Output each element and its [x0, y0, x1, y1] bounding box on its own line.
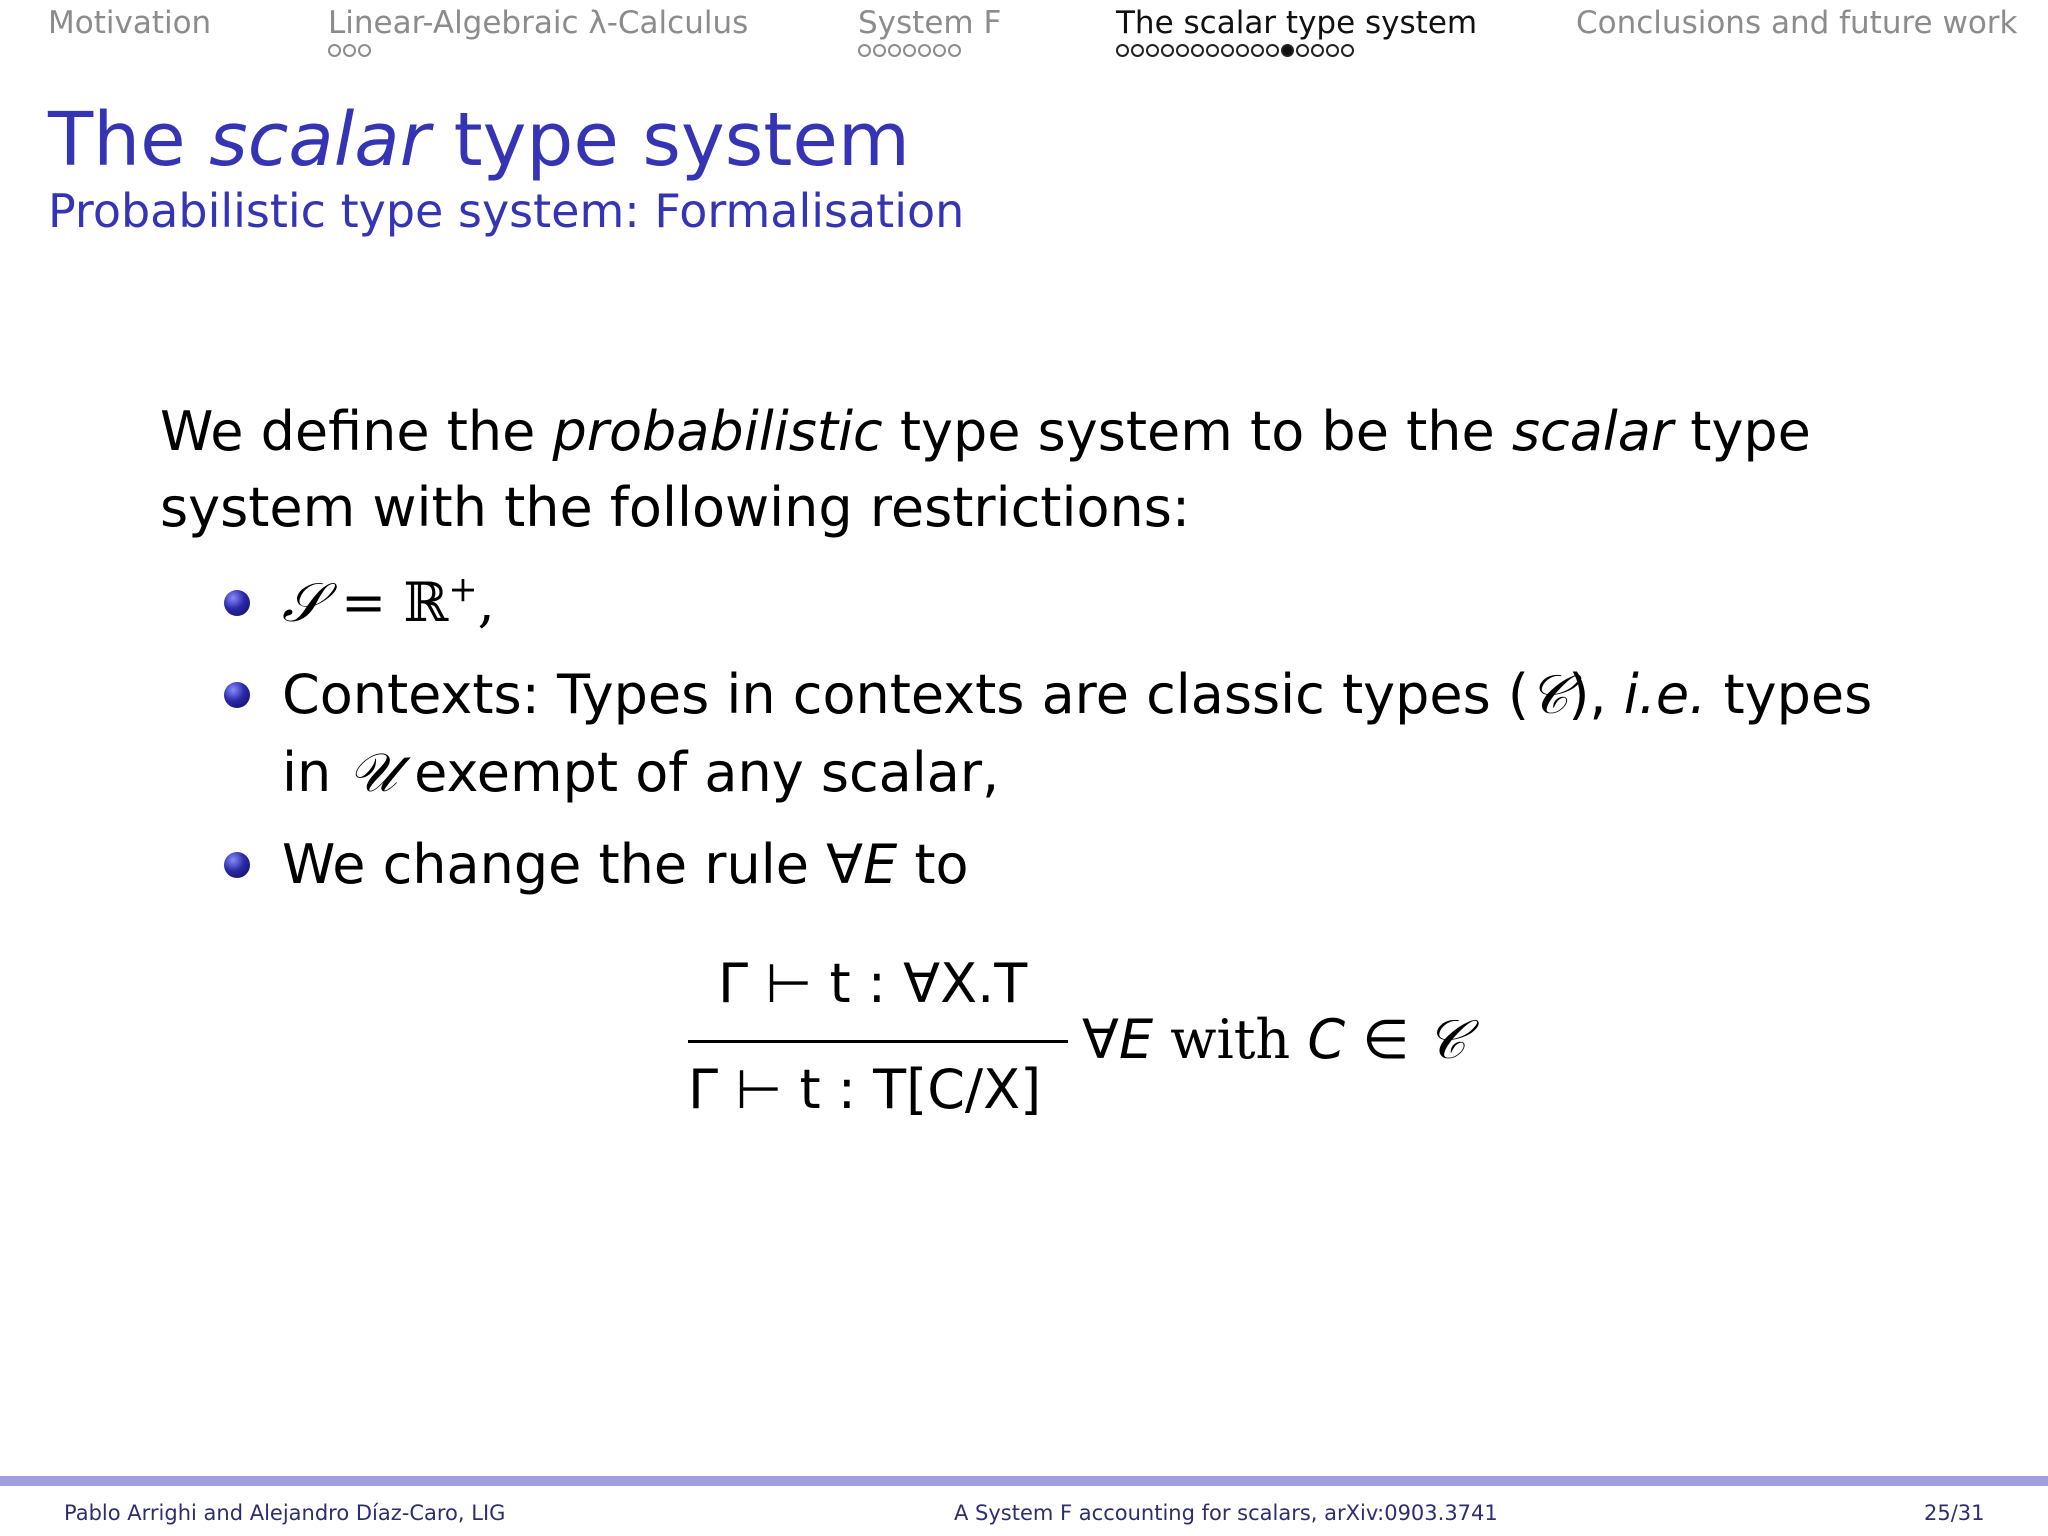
restrictions-list — [220, 564, 1900, 904]
intro-paragraph — [160, 394, 1880, 546]
slide-dots — [1116, 44, 1477, 57]
nav-label[interactable]: Motivation — [48, 5, 212, 41]
math-symbol: 𝒮 — [282, 571, 324, 634]
slide-dot[interactable] — [343, 44, 356, 57]
item-text: types in — [282, 663, 1873, 804]
intro-text: We define the — [160, 400, 553, 463]
slide-dot[interactable] — [1176, 44, 1189, 57]
rule-name: ∀E — [1082, 1008, 1154, 1071]
rule-condition: C ∈ 𝒞 — [1307, 1008, 1466, 1071]
item-text: exempt of any scalar, — [397, 741, 1000, 804]
slide-dot[interactable] — [1341, 44, 1354, 57]
list-item — [220, 564, 1900, 642]
math-text: , — [477, 571, 495, 634]
title-text: The — [48, 97, 210, 183]
list-item — [220, 826, 1900, 904]
bullet-icon — [224, 682, 250, 708]
nav-section-system-f[interactable] — [858, 4, 1001, 57]
slide-subtitle: Probabilistic type system: Formalisation — [48, 184, 965, 238]
item-text: to — [897, 833, 969, 896]
slide-dot[interactable] — [1161, 44, 1174, 57]
slide-dot[interactable] — [933, 44, 946, 57]
slide-dot[interactable] — [918, 44, 931, 57]
math-symbol: 𝒞 — [1528, 663, 1569, 726]
nav-section-scalar-type-system[interactable] — [1116, 4, 1477, 57]
rule-conclusion: Γ ⊢ t : T[C/X] — [688, 1058, 1042, 1121]
slide-dots — [328, 44, 748, 57]
nav-label[interactable]: Linear-Algebraic λ-Calculus — [328, 5, 749, 41]
item-text: ), — [1568, 663, 1624, 726]
slide-dot[interactable] — [1266, 44, 1279, 57]
nav-section-motivation[interactable] — [48, 4, 211, 42]
slide-dot[interactable] — [1116, 44, 1129, 57]
slide-dot[interactable] — [1206, 44, 1219, 57]
nav-label[interactable]: System F — [858, 5, 1002, 41]
intro-emphasis: scalar — [1511, 400, 1674, 463]
slide-dot[interactable] — [328, 44, 341, 57]
slide-dot[interactable] — [1221, 44, 1234, 57]
slide-title — [48, 96, 910, 184]
bullet-icon — [224, 852, 250, 878]
slide-dot[interactable] — [858, 44, 871, 57]
math-superscript: + — [448, 569, 478, 611]
footer-bar — [0, 1476, 2048, 1486]
rule-inference-line — [688, 1040, 1068, 1043]
slide-dot[interactable] — [1236, 44, 1249, 57]
rule-side-condition — [1082, 1000, 1466, 1080]
list-item — [220, 656, 1900, 812]
title-text: type system — [430, 97, 910, 183]
section-navigation — [0, 0, 2048, 80]
math-text: = ℝ — [323, 571, 449, 634]
slide-dot[interactable] — [1146, 44, 1159, 57]
rule-with: with — [1170, 1008, 1291, 1071]
bullet-icon — [224, 590, 250, 616]
item-text: We change the rule ∀ — [282, 833, 864, 896]
slide-dot[interactable] — [948, 44, 961, 57]
nav-section-conclusions[interactable] — [1576, 4, 2018, 42]
slide-dot[interactable] — [1296, 44, 1309, 57]
slide-dot[interactable] — [903, 44, 916, 57]
slide-dot-current[interactable] — [1281, 44, 1294, 57]
slide-dot[interactable] — [1131, 44, 1144, 57]
item-text: Contexts: Types in contexts are classic types ( — [282, 663, 1529, 726]
title-emphasis: scalar — [209, 97, 431, 183]
math-symbol: 𝒰 — [348, 741, 398, 804]
nav-section-linear-algebraic[interactable] — [328, 4, 748, 57]
nav-label[interactable]: The scalar type system — [1116, 5, 1478, 41]
intro-text: type system to be the — [882, 400, 1512, 463]
slide-dot[interactable] — [873, 44, 886, 57]
slide-dot[interactable] — [1191, 44, 1204, 57]
footer-authors: Pablo Arrighi and Alejandro Díaz-Caro, LIG — [64, 1501, 506, 1525]
nav-label[interactable]: Conclusions and future work — [1576, 5, 2018, 41]
slide-dots — [858, 44, 1001, 57]
intro-text: type system with the following restrictions: — [160, 400, 1811, 539]
math-symbol: E — [863, 833, 898, 896]
page-number: 25/31 — [1924, 1501, 1985, 1525]
slide-dot[interactable] — [358, 44, 371, 57]
slide-dot[interactable] — [1311, 44, 1324, 57]
slide-dot[interactable] — [1251, 44, 1264, 57]
item-emphasis: i.e. — [1623, 663, 1707, 726]
slide-dot[interactable] — [888, 44, 901, 57]
footer-title: A System F accounting for scalars, arXiv:0903.3741 — [954, 1501, 1498, 1525]
slide-dot[interactable] — [1326, 44, 1339, 57]
rule-premise: Γ ⊢ t : ∀X.T — [718, 952, 1028, 1015]
intro-emphasis: probabilistic — [552, 400, 883, 463]
